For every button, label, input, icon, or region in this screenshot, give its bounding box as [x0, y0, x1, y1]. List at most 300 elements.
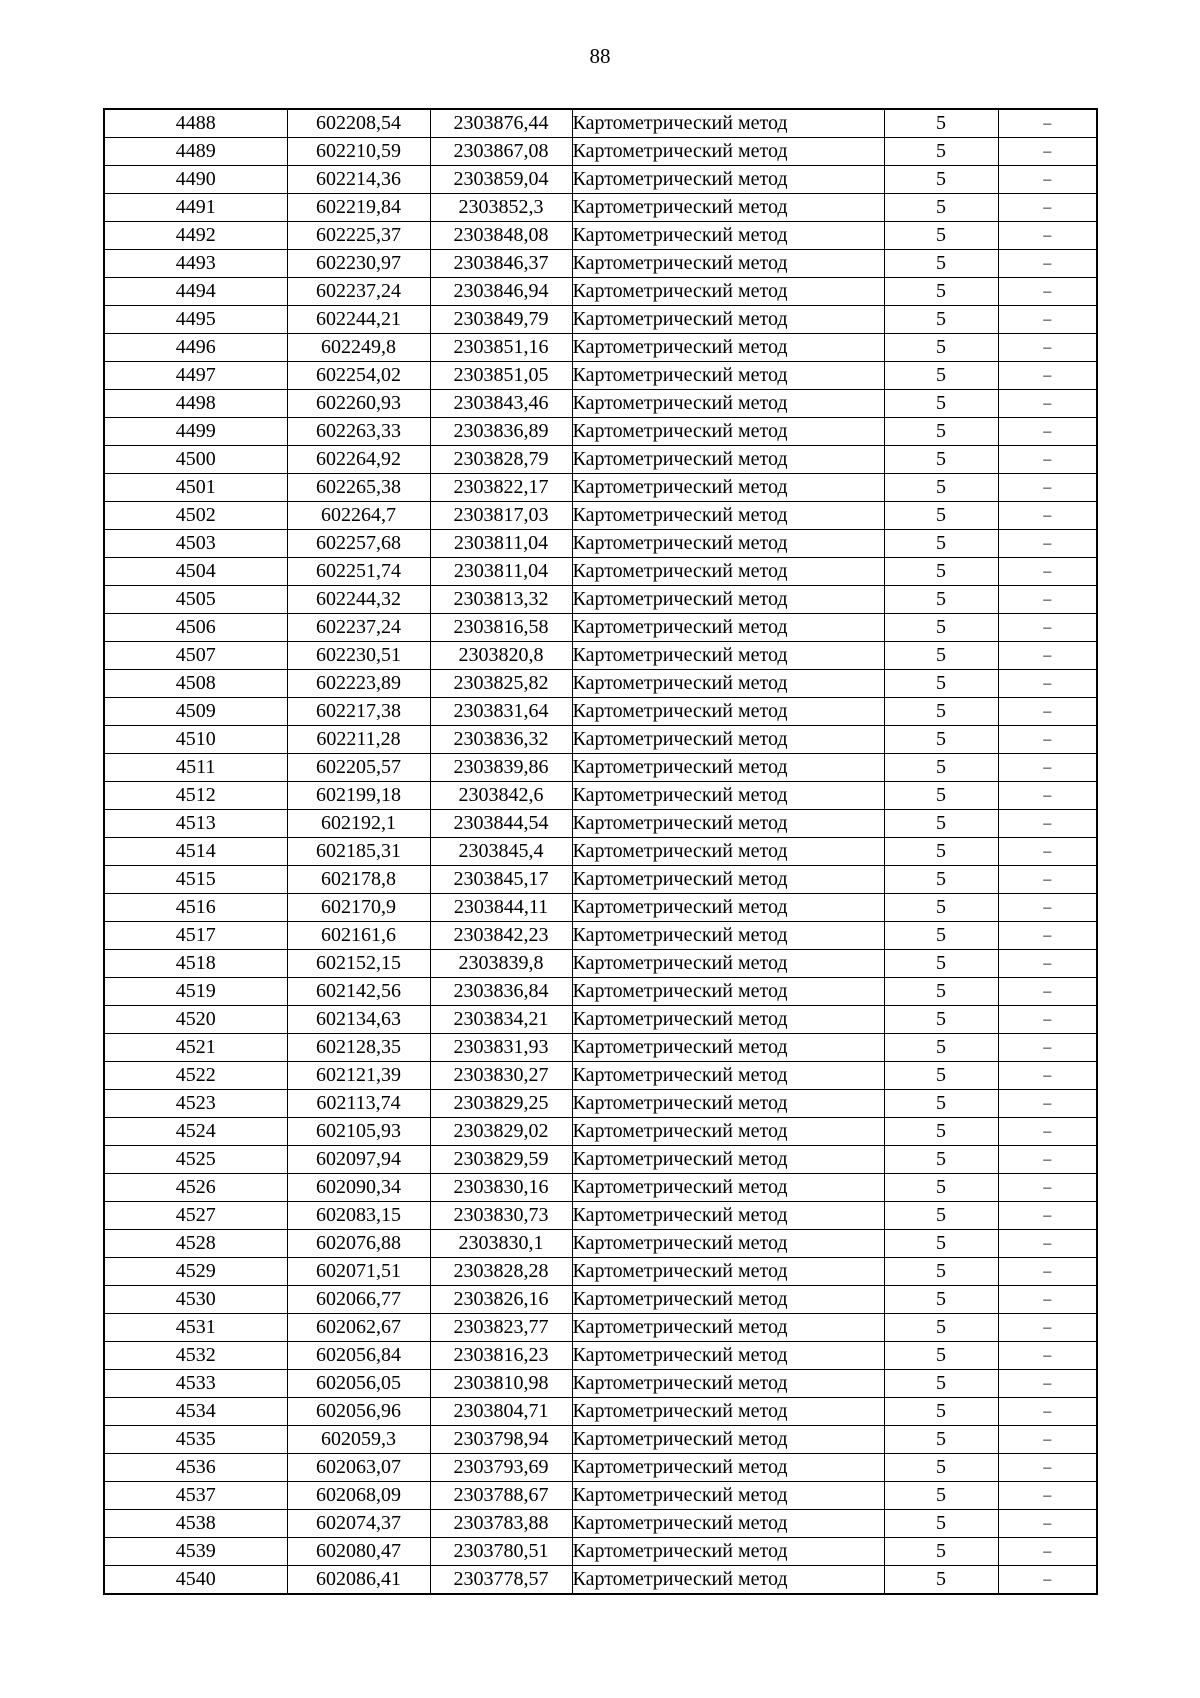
dash-cell: –	[998, 1258, 1097, 1286]
y-coordinate-cell: 2303859,04	[430, 166, 572, 194]
method-cell: Картометрический метод	[572, 894, 884, 922]
table-row	[104, 1174, 1097, 1202]
table-row	[104, 166, 1097, 194]
y-coordinate-cell: 2303845,17	[430, 866, 572, 894]
dash-cell: –	[998, 306, 1097, 334]
method-cell: Картометрический метод	[572, 474, 884, 502]
x-coordinate-cell: 602254,02	[287, 362, 430, 390]
accuracy-cell: 5	[884, 1230, 998, 1258]
dash-cell: –	[998, 390, 1097, 418]
x-coordinate-cell: 602192,1	[287, 810, 430, 838]
method-cell: Картометрический метод	[572, 1398, 884, 1426]
table-row	[104, 1146, 1097, 1174]
method-cell: Картометрический метод	[572, 1566, 884, 1595]
point-number-cell: 4523	[104, 1090, 287, 1118]
y-coordinate-cell: 2303826,16	[430, 1286, 572, 1314]
method-cell: Картометрический метод	[572, 502, 884, 530]
method-cell: Картометрический метод	[572, 334, 884, 362]
table-row	[104, 1034, 1097, 1062]
y-coordinate-cell: 2303828,28	[430, 1258, 572, 1286]
x-coordinate-cell: 602086,41	[287, 1566, 430, 1595]
dash-cell: –	[998, 558, 1097, 586]
dash-cell: –	[998, 642, 1097, 670]
point-number-cell: 4540	[104, 1566, 287, 1595]
x-coordinate-cell: 602056,84	[287, 1342, 430, 1370]
x-coordinate-cell: 602090,34	[287, 1174, 430, 1202]
x-coordinate-cell: 602121,39	[287, 1062, 430, 1090]
point-number-cell: 4510	[104, 726, 287, 754]
table-row	[104, 894, 1097, 922]
accuracy-cell: 5	[884, 1202, 998, 1230]
method-cell: Картометрический метод	[572, 614, 884, 642]
point-number-cell: 4528	[104, 1230, 287, 1258]
point-number-cell: 4503	[104, 530, 287, 558]
x-coordinate-cell: 602208,54	[287, 109, 430, 138]
method-cell: Картометрический метод	[572, 1454, 884, 1482]
table-row	[104, 250, 1097, 278]
point-number-cell: 4513	[104, 810, 287, 838]
method-cell: Картометрический метод	[572, 1202, 884, 1230]
accuracy-cell: 5	[884, 1342, 998, 1370]
table-row	[104, 782, 1097, 810]
x-coordinate-cell: 602264,92	[287, 446, 430, 474]
dash-cell: –	[998, 418, 1097, 446]
accuracy-cell: 5	[884, 698, 998, 726]
dash-cell: –	[998, 1398, 1097, 1426]
accuracy-cell: 5	[884, 614, 998, 642]
y-coordinate-cell: 2303788,67	[430, 1482, 572, 1510]
method-cell: Картометрический метод	[572, 1482, 884, 1510]
method-cell: Картометрический метод	[572, 1006, 884, 1034]
dash-cell: –	[998, 922, 1097, 950]
dash-cell: –	[998, 614, 1097, 642]
dash-cell: –	[998, 530, 1097, 558]
y-coordinate-cell: 2303844,54	[430, 810, 572, 838]
method-cell: Картометрический метод	[572, 1538, 884, 1566]
point-number-cell: 4502	[104, 502, 287, 530]
dash-cell: –	[998, 109, 1097, 138]
dash-cell: –	[998, 1454, 1097, 1482]
method-cell: Картометрический метод	[572, 194, 884, 222]
accuracy-cell: 5	[884, 1006, 998, 1034]
point-number-cell: 4533	[104, 1370, 287, 1398]
method-cell: Картометрический метод	[572, 922, 884, 950]
y-coordinate-cell: 2303830,73	[430, 1202, 572, 1230]
accuracy-cell: 5	[884, 1090, 998, 1118]
point-number-cell: 4491	[104, 194, 287, 222]
table-row	[104, 306, 1097, 334]
method-cell: Картометрический метод	[572, 754, 884, 782]
accuracy-cell: 5	[884, 838, 998, 866]
y-coordinate-cell: 2303876,44	[430, 109, 572, 138]
point-number-cell: 4516	[104, 894, 287, 922]
accuracy-cell: 5	[884, 1146, 998, 1174]
y-coordinate-cell: 2303816,23	[430, 1342, 572, 1370]
method-cell: Картометрический метод	[572, 166, 884, 194]
x-coordinate-cell: 602217,38	[287, 698, 430, 726]
point-number-cell: 4537	[104, 1482, 287, 1510]
accuracy-cell: 5	[884, 1510, 998, 1538]
point-number-cell: 4514	[104, 838, 287, 866]
accuracy-cell: 5	[884, 1034, 998, 1062]
method-cell: Картометрический метод	[572, 362, 884, 390]
point-number-cell: 4488	[104, 109, 287, 138]
dash-cell: –	[998, 446, 1097, 474]
table-row	[104, 418, 1097, 446]
point-number-cell: 4508	[104, 670, 287, 698]
method-cell: Картометрический метод	[572, 1118, 884, 1146]
table-row	[104, 978, 1097, 1006]
point-number-cell: 4493	[104, 250, 287, 278]
method-cell: Картометрический метод	[572, 726, 884, 754]
point-number-cell: 4529	[104, 1258, 287, 1286]
x-coordinate-cell: 602205,57	[287, 754, 430, 782]
y-coordinate-cell: 2303829,25	[430, 1090, 572, 1118]
x-coordinate-cell: 602178,8	[287, 866, 430, 894]
dash-cell: –	[998, 1090, 1097, 1118]
table-row	[104, 1314, 1097, 1342]
method-cell: Картометрический метод	[572, 670, 884, 698]
x-coordinate-cell: 602105,93	[287, 1118, 430, 1146]
method-cell: Картометрический метод	[572, 586, 884, 614]
accuracy-cell: 5	[884, 362, 998, 390]
point-number-cell: 4532	[104, 1342, 287, 1370]
dash-cell: –	[998, 698, 1097, 726]
x-coordinate-cell: 602068,09	[287, 1482, 430, 1510]
y-coordinate-cell: 2303820,8	[430, 642, 572, 670]
dash-cell: –	[998, 950, 1097, 978]
x-coordinate-cell: 602244,32	[287, 586, 430, 614]
dash-cell: –	[998, 670, 1097, 698]
coordinates-table	[103, 108, 1098, 1595]
table-row	[104, 950, 1097, 978]
accuracy-cell: 5	[884, 866, 998, 894]
table-row	[104, 698, 1097, 726]
point-number-cell: 4536	[104, 1454, 287, 1482]
accuracy-cell: 5	[884, 894, 998, 922]
method-cell: Картометрический метод	[572, 810, 884, 838]
point-number-cell: 4496	[104, 334, 287, 362]
accuracy-cell: 5	[884, 726, 998, 754]
y-coordinate-cell: 2303830,27	[430, 1062, 572, 1090]
accuracy-cell: 5	[884, 334, 998, 362]
method-cell: Картометрический метод	[572, 1034, 884, 1062]
point-number-cell: 4521	[104, 1034, 287, 1062]
accuracy-cell: 5	[884, 109, 998, 138]
method-cell: Картометрический метод	[572, 866, 884, 894]
point-number-cell: 4538	[104, 1510, 287, 1538]
x-coordinate-cell: 602230,51	[287, 642, 430, 670]
accuracy-cell: 5	[884, 222, 998, 250]
dash-cell: –	[998, 278, 1097, 306]
accuracy-cell: 5	[884, 1118, 998, 1146]
point-number-cell: 4497	[104, 362, 287, 390]
y-coordinate-cell: 2303852,3	[430, 194, 572, 222]
x-coordinate-cell: 602237,24	[287, 278, 430, 306]
method-cell: Картометрический метод	[572, 138, 884, 166]
method-cell: Картометрический метод	[572, 1174, 884, 1202]
table-row	[104, 726, 1097, 754]
x-coordinate-cell: 602225,37	[287, 222, 430, 250]
x-coordinate-cell: 602249,8	[287, 334, 430, 362]
dash-cell: –	[998, 1314, 1097, 1342]
dash-cell: –	[998, 1034, 1097, 1062]
accuracy-cell: 5	[884, 1174, 998, 1202]
table-row	[104, 194, 1097, 222]
x-coordinate-cell: 602076,88	[287, 1230, 430, 1258]
point-number-cell: 4500	[104, 446, 287, 474]
x-coordinate-cell: 602214,36	[287, 166, 430, 194]
table-row	[104, 838, 1097, 866]
table-row	[104, 1118, 1097, 1146]
table-row	[104, 1342, 1097, 1370]
x-coordinate-cell: 602244,21	[287, 306, 430, 334]
method-cell: Картометрический метод	[572, 642, 884, 670]
accuracy-cell: 5	[884, 474, 998, 502]
point-number-cell: 4499	[104, 418, 287, 446]
point-number-cell: 4495	[104, 306, 287, 334]
accuracy-cell: 5	[884, 978, 998, 1006]
y-coordinate-cell: 2303830,1	[430, 1230, 572, 1258]
y-coordinate-cell: 2303844,11	[430, 894, 572, 922]
x-coordinate-cell: 602230,97	[287, 250, 430, 278]
y-coordinate-cell: 2303798,94	[430, 1426, 572, 1454]
point-number-cell: 4539	[104, 1538, 287, 1566]
dash-cell: –	[998, 1146, 1097, 1174]
accuracy-cell: 5	[884, 1566, 998, 1595]
y-coordinate-cell: 2303839,86	[430, 754, 572, 782]
dash-cell: –	[998, 978, 1097, 1006]
table-row	[104, 446, 1097, 474]
table-row	[104, 362, 1097, 390]
accuracy-cell: 5	[884, 138, 998, 166]
method-cell: Картометрический метод	[572, 1314, 884, 1342]
method-cell: Картометрический метод	[572, 558, 884, 586]
x-coordinate-cell: 602185,31	[287, 838, 430, 866]
y-coordinate-cell: 2303811,04	[430, 558, 572, 586]
x-coordinate-cell: 602097,94	[287, 1146, 430, 1174]
point-number-cell: 4518	[104, 950, 287, 978]
point-number-cell: 4489	[104, 138, 287, 166]
y-coordinate-cell: 2303843,46	[430, 390, 572, 418]
accuracy-cell: 5	[884, 1538, 998, 1566]
method-cell: Картометрический метод	[572, 698, 884, 726]
y-coordinate-cell: 2303867,08	[430, 138, 572, 166]
y-coordinate-cell: 2303834,21	[430, 1006, 572, 1034]
x-coordinate-cell: 602237,24	[287, 614, 430, 642]
point-number-cell: 4526	[104, 1174, 287, 1202]
x-coordinate-cell: 602219,84	[287, 194, 430, 222]
method-cell: Картометрический метод	[572, 530, 884, 558]
table-row	[104, 109, 1097, 138]
table-row	[104, 278, 1097, 306]
x-coordinate-cell: 602056,96	[287, 1398, 430, 1426]
dash-cell: –	[998, 474, 1097, 502]
point-number-cell: 4531	[104, 1314, 287, 1342]
point-number-cell: 4530	[104, 1286, 287, 1314]
x-coordinate-cell: 602265,38	[287, 474, 430, 502]
y-coordinate-cell: 2303811,04	[430, 530, 572, 558]
accuracy-cell: 5	[884, 1286, 998, 1314]
accuracy-cell: 5	[884, 1454, 998, 1482]
y-coordinate-cell: 2303828,79	[430, 446, 572, 474]
y-coordinate-cell: 2303810,98	[430, 1370, 572, 1398]
accuracy-cell: 5	[884, 194, 998, 222]
point-number-cell: 4498	[104, 390, 287, 418]
table-row	[104, 222, 1097, 250]
table-row	[104, 866, 1097, 894]
accuracy-cell: 5	[884, 670, 998, 698]
dash-cell: –	[998, 810, 1097, 838]
point-number-cell: 4490	[104, 166, 287, 194]
x-coordinate-cell: 602264,7	[287, 502, 430, 530]
table-row	[104, 754, 1097, 782]
accuracy-cell: 5	[884, 502, 998, 530]
x-coordinate-cell: 602263,33	[287, 418, 430, 446]
accuracy-cell: 5	[884, 810, 998, 838]
method-cell: Картометрический метод	[572, 950, 884, 978]
method-cell: Картометрический метод	[572, 390, 884, 418]
x-coordinate-cell: 602080,47	[287, 1538, 430, 1566]
dash-cell: –	[998, 586, 1097, 614]
y-coordinate-cell: 2303836,89	[430, 418, 572, 446]
point-number-cell: 4512	[104, 782, 287, 810]
y-coordinate-cell: 2303851,16	[430, 334, 572, 362]
y-coordinate-cell: 2303825,82	[430, 670, 572, 698]
method-cell: Картометрический метод	[572, 1090, 884, 1118]
x-coordinate-cell: 602066,77	[287, 1286, 430, 1314]
y-coordinate-cell: 2303829,02	[430, 1118, 572, 1146]
method-cell: Картометрический метод	[572, 109, 884, 138]
dash-cell: –	[998, 1230, 1097, 1258]
y-coordinate-cell: 2303778,57	[430, 1566, 572, 1595]
dash-cell: –	[998, 1006, 1097, 1034]
y-coordinate-cell: 2303829,59	[430, 1146, 572, 1174]
accuracy-cell: 5	[884, 1258, 998, 1286]
table-row	[104, 138, 1097, 166]
table-row	[104, 586, 1097, 614]
table-row	[104, 1454, 1097, 1482]
table-row	[104, 1482, 1097, 1510]
y-coordinate-cell: 2303831,93	[430, 1034, 572, 1062]
accuracy-cell: 5	[884, 1398, 998, 1426]
accuracy-cell: 5	[884, 306, 998, 334]
y-coordinate-cell: 2303836,84	[430, 978, 572, 1006]
dash-cell: –	[998, 1538, 1097, 1566]
point-number-cell: 4527	[104, 1202, 287, 1230]
dash-cell: –	[998, 138, 1097, 166]
y-coordinate-cell: 2303846,37	[430, 250, 572, 278]
table-row	[104, 530, 1097, 558]
page-number: 88	[589, 44, 611, 68]
table-row	[104, 558, 1097, 586]
x-coordinate-cell: 602260,93	[287, 390, 430, 418]
dash-cell: –	[998, 1118, 1097, 1146]
dash-cell: –	[998, 502, 1097, 530]
accuracy-cell: 5	[884, 1370, 998, 1398]
accuracy-cell: 5	[884, 558, 998, 586]
table-row	[104, 1566, 1097, 1595]
y-coordinate-cell: 2303813,32	[430, 586, 572, 614]
y-coordinate-cell: 2303822,17	[430, 474, 572, 502]
method-cell: Картометрический метод	[572, 1370, 884, 1398]
table-row	[104, 810, 1097, 838]
method-cell: Картометрический метод	[572, 418, 884, 446]
y-coordinate-cell: 2303848,08	[430, 222, 572, 250]
y-coordinate-cell: 2303804,71	[430, 1398, 572, 1426]
coordinates-table-body	[104, 109, 1097, 1594]
point-number-cell: 4505	[104, 586, 287, 614]
point-number-cell: 4535	[104, 1426, 287, 1454]
method-cell: Картометрический метод	[572, 782, 884, 810]
dash-cell: –	[998, 194, 1097, 222]
dash-cell: –	[998, 1510, 1097, 1538]
point-number-cell: 4501	[104, 474, 287, 502]
dash-cell: –	[998, 222, 1097, 250]
table-row	[104, 614, 1097, 642]
table-row	[104, 474, 1097, 502]
table-row	[104, 1538, 1097, 1566]
table-row	[104, 1426, 1097, 1454]
table-row	[104, 1230, 1097, 1258]
y-coordinate-cell: 2303839,8	[430, 950, 572, 978]
x-coordinate-cell: 602074,37	[287, 1510, 430, 1538]
y-coordinate-cell: 2303845,4	[430, 838, 572, 866]
dash-cell: –	[998, 838, 1097, 866]
accuracy-cell: 5	[884, 418, 998, 446]
y-coordinate-cell: 2303793,69	[430, 1454, 572, 1482]
accuracy-cell: 5	[884, 1314, 998, 1342]
method-cell: Картометрический метод	[572, 1286, 884, 1314]
point-number-cell: 4492	[104, 222, 287, 250]
method-cell: Картометрический метод	[572, 1342, 884, 1370]
y-coordinate-cell: 2303830,16	[430, 1174, 572, 1202]
point-number-cell: 4507	[104, 642, 287, 670]
method-cell: Картометрический метод	[572, 838, 884, 866]
method-cell: Картометрический метод	[572, 278, 884, 306]
accuracy-cell: 5	[884, 950, 998, 978]
point-number-cell: 4515	[104, 866, 287, 894]
x-coordinate-cell: 602199,18	[287, 782, 430, 810]
method-cell: Картометрический метод	[572, 1258, 884, 1286]
method-cell: Картометрический метод	[572, 1426, 884, 1454]
dash-cell: –	[998, 894, 1097, 922]
table-row	[104, 1062, 1097, 1090]
dash-cell: –	[998, 866, 1097, 894]
x-coordinate-cell: 602062,67	[287, 1314, 430, 1342]
x-coordinate-cell: 602223,89	[287, 670, 430, 698]
x-coordinate-cell: 602071,51	[287, 1258, 430, 1286]
table-row	[104, 922, 1097, 950]
dash-cell: –	[998, 1062, 1097, 1090]
table-row	[104, 334, 1097, 362]
dash-cell: –	[998, 334, 1097, 362]
accuracy-cell: 5	[884, 166, 998, 194]
x-coordinate-cell: 602063,07	[287, 1454, 430, 1482]
dash-cell: –	[998, 250, 1097, 278]
x-coordinate-cell: 602210,59	[287, 138, 430, 166]
x-coordinate-cell: 602142,56	[287, 978, 430, 1006]
table-row	[104, 1090, 1097, 1118]
y-coordinate-cell: 2303823,77	[430, 1314, 572, 1342]
accuracy-cell: 5	[884, 446, 998, 474]
method-cell: Картометрический метод	[572, 250, 884, 278]
y-coordinate-cell: 2303836,32	[430, 726, 572, 754]
table-row	[104, 1202, 1097, 1230]
point-number-cell: 4511	[104, 754, 287, 782]
method-cell: Картометрический метод	[572, 1146, 884, 1174]
x-coordinate-cell: 602059,3	[287, 1426, 430, 1454]
